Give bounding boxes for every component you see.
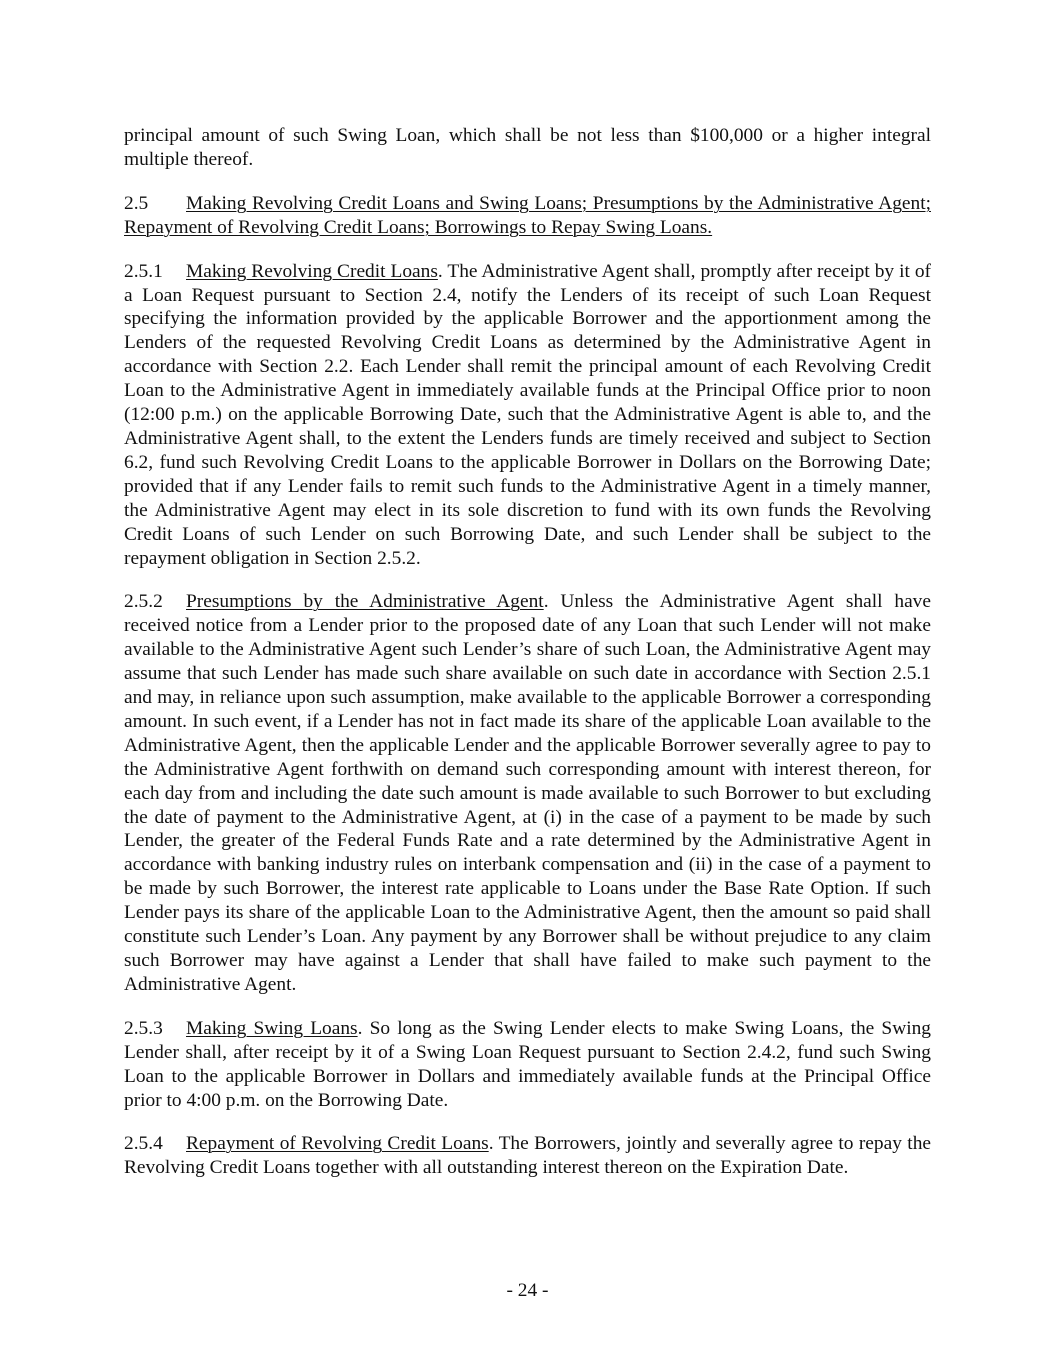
section-2-5-2 bbox=[124, 590, 931, 996]
section-title: Presumptions by the Administrative Agent bbox=[186, 591, 544, 613]
section-body: . The Borrowers, jointly and severally agree to repay the Revolving Credit Loans together with all outstanding interest thereon on the Expiration Date. bbox=[124, 1133, 931, 1179]
section-2-5-heading bbox=[124, 192, 931, 240]
section-body: . Unless the Administrative Agent shall have received notice from a Lender prior to the proposed date of any Loan that such Lender will not make available to the Administrative Agent such Lender’s share of such Loan, the Administrative Agent may assume that such Lender has made such share available on such date in accordance with Section 2.5.1 and may, in reliance upon such assumption, make available to the applicable Borrower a corresponding amount. In such event, if a Lender has not in fact made its share of the applicable Loan available to the Administrative Agent, then the applicable Lender and the applicable Borrower severally agree to pay to the Administrative Agent forthwith on demand such corresponding amount with interest thereon, for each day from and including the date such amount is made available to such Borrower to but excluding the date of payment to the Administrative Agent, at (i) in the case of a payment to be made by such Lender, the greater of the Federal Funds Rate and a rate determined by the Administrative Agent in accordance with banking industry rules on interbank compensation and (ii) in the case of a payment to be made by such Borrower, the interest rate applicable to Loans under the Base Rate Option. If such Lender pays its share of the applicable Loan to the Administrative Agent, then the amount so paid shall constitute such Lender’s Loan. Any payment by any Borrower shall be without prejudice to any claim such Borrower may have against a Lender that shall have failed to make such payment to the Administrative Agent. bbox=[124, 591, 931, 995]
section-title: Making Swing Loans bbox=[186, 1017, 358, 1039]
section-number: 2.5 bbox=[124, 192, 149, 214]
section-number: 2.5.1 bbox=[124, 260, 163, 282]
section-2-5-3 bbox=[124, 1017, 931, 1113]
section-title: Making Revolving Credit Loans bbox=[186, 260, 438, 282]
section-number: 2.5.3 bbox=[124, 1017, 163, 1039]
section-2-5-1 bbox=[124, 260, 931, 571]
page-number: - 24 - bbox=[506, 1280, 549, 1301]
section-number: 2.5.2 bbox=[124, 591, 163, 613]
document-page bbox=[124, 124, 931, 1200]
intro-paragraph: principal amount of such Swing Loan, which shall be not less than $100,000 or a higher integral multiple thereof. bbox=[124, 125, 931, 170]
section-body: . The Administrative Agent shall, promptly after receipt by it of a Loan Request pursuant to Section 2.4, notify the Lenders of its receipt of such Loan Request specifying the information provided by the applicable Borrower and the apportionment among the Lenders of the requested Revolving Credit Loans as determined by the Administrative Agent in accordance with Section 2.2. Each Lender shall remit the principal amount of each Revolving Credit Loan to the Administrative Agent in immediately available funds at the Principal Office prior to noon (12:00 p.m.) on the applicable Borrowing Date, such that the Administrative Agent is able to, and the Administrative Agent shall, to the extent the Lenders funds are timely received and subject to Section 6.2, fund such Revolving Credit Loans to the applicable Borrower in Dollars on the Borrowing Date; provided that if any Lender fails to remit such funds to the Administrative Agent in a timely manner, the Administrative Agent may elect in its sole discretion to fund with its own funds the Revolving Credit Loans of such Lender on such Borrowing Date, and such Lender shall be subject to the repayment obligation in Section 2.5.2. bbox=[124, 260, 931, 569]
section-title: Repayment of Revolving Credit Loans bbox=[186, 1133, 489, 1155]
section-2-5-4 bbox=[124, 1132, 931, 1180]
section-title: Making Revolving Credit Loans and Swing Loans; Presumptions by the Administrative Agent; Repayment of Revolving Credit Loans; Borrowings to Repay Swing Loans. bbox=[124, 192, 931, 238]
section-body: . So long as the Swing Lender elects to make Swing Loans, the Swing Lender shall, after receipt by it of a Swing Loan Request pursuant to Section 2.4.2, fund such Swing Loan to the applicable Borrower in Dollars and immediately available funds at the Principal Office prior to 4:00 p.m. on the Borrowing Date. bbox=[124, 1017, 931, 1111]
section-number: 2.5.4 bbox=[124, 1133, 163, 1155]
